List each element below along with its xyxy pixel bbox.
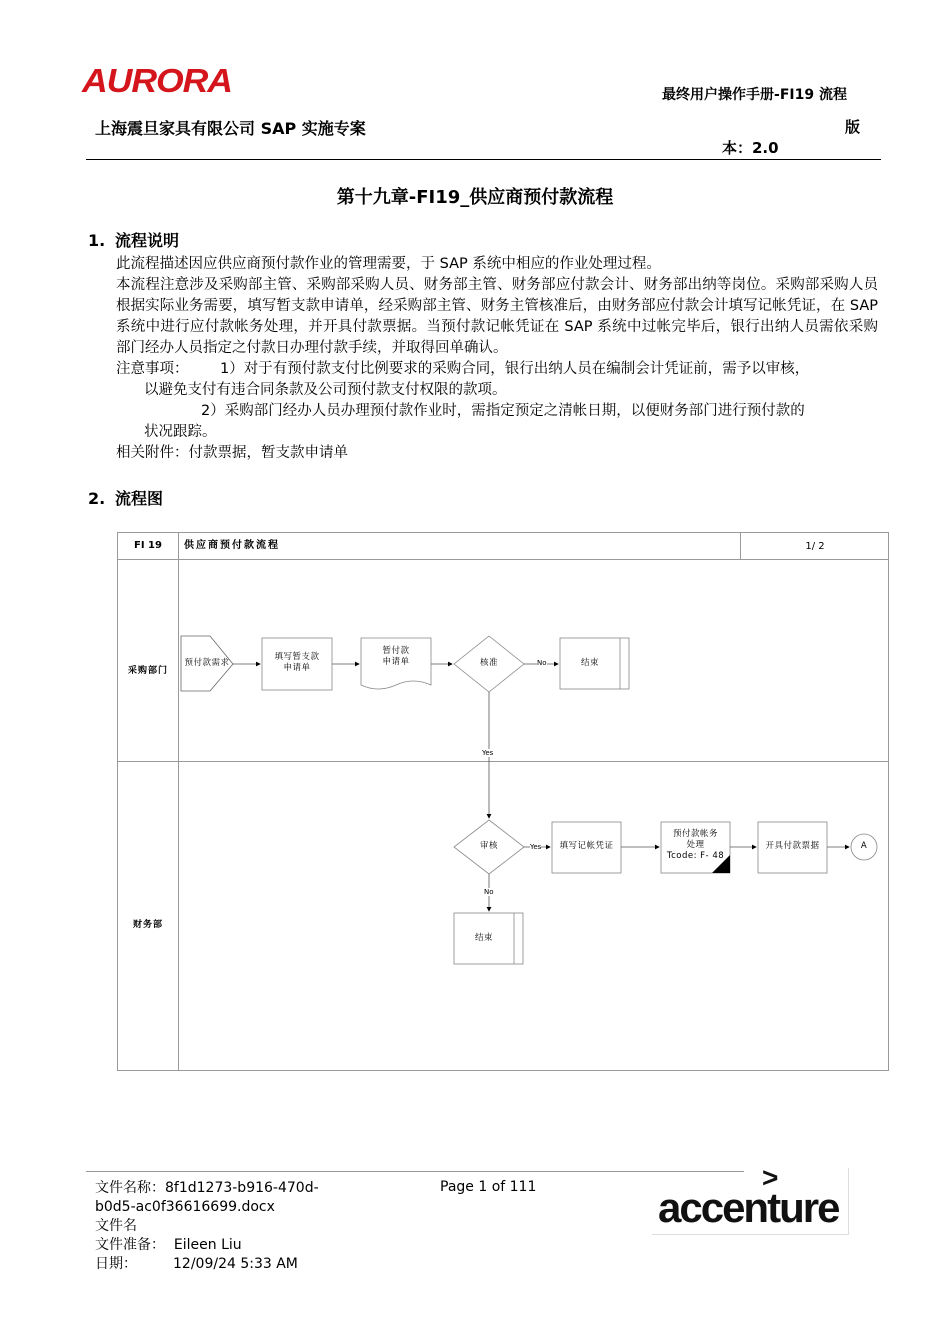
node-doc-line: 申请单 — [382, 657, 410, 667]
node-review: 审核 — [479, 841, 498, 851]
node-fill-form — [262, 652, 332, 674]
file-name-b: b0d5-ac0f36616699.docx — [95, 1199, 275, 1215]
node-fill-form-line: 填写暂支款 — [274, 652, 320, 662]
node-end1: 结束 — [580, 658, 599, 668]
note-1b: 以避免支付有违合同条款及公司预付款支付权限的款项。 — [144, 382, 507, 398]
node-posting — [661, 829, 730, 862]
edge-label-yes: Yes — [482, 749, 494, 757]
chapter-title: 第十九章-FI19_供应商预付款流程 — [336, 187, 614, 208]
company-name: 上海震旦家具有限公司 SAP 实施专案 — [95, 119, 366, 138]
date-label: 日期： — [95, 1256, 137, 1272]
section-2-heading — [88, 486, 163, 509]
edge-label-yes: Yes — [530, 843, 542, 851]
aurora-logo: AURORA — [82, 62, 232, 99]
lane-finance: 财务部 — [132, 920, 163, 930]
page-number: Page 1 of 111 — [440, 1179, 537, 1195]
section-1-body — [116, 254, 878, 464]
node-start: 预付款需求 — [184, 658, 230, 668]
paragraph: 本流程注意涉及采购部主管、采购部采购人员、财务部主管、财务部应付款会计、财务部出纳等岗位。采购部采购人员根据实际业务需要，填写暂支款申请单，经采购部主管、财务主管核准后，由财务部应付款会计填写记帐凭证，在 SAP 系统中进行应付款帐务处理，并开具付款票据。当预付款记帐凭证在 SAP 系统中过帐完毕后，银行出纳人员需依采购部门经办人员指定之付款日办理付款手续，并取得回单确认。 — [116, 277, 878, 356]
section-1-title: 流程说明 — [115, 231, 180, 250]
edge-label-no: No — [484, 888, 494, 896]
node-posting-line: 预付款帐务 — [672, 829, 718, 839]
manual-title: 最终用户操作手册-FI19 流程 — [662, 87, 847, 103]
node-fill-form-line: 申请单 — [283, 663, 311, 673]
node-approve: 核准 — [479, 658, 498, 668]
flowchart-page: 1/ 2 — [740, 533, 889, 559]
note-1a: 1）对于有预付款支付比例要求的采购合同，银行出纳人员在编制会计凭证前，需予以审核， — [220, 361, 810, 377]
accenture-logo — [652, 1162, 849, 1235]
node-issue: 开具付款票据 — [765, 841, 820, 851]
accenture-wordmark: accenture — [658, 1184, 839, 1231]
section-2-number: 2. — [88, 489, 106, 508]
date-value: 12/09/24 5:33 AM — [173, 1256, 298, 1272]
node-posting-line: Tcode: F- 48 — [666, 851, 725, 861]
flowchart-id: FI 19 — [118, 533, 179, 559]
prepared-by: Eileen Liu — [173, 1237, 242, 1253]
node-doc — [361, 646, 431, 668]
flowchart-title: 供应商预付款流程 — [184, 540, 280, 551]
attachments: 相关附件：付款票据，暂支款申请单 — [116, 445, 348, 461]
node-posting-line: 处理 — [686, 840, 705, 850]
file-name-c: 文件名 — [95, 1218, 137, 1234]
node-doc-line: 暂付款 — [382, 646, 410, 656]
flowchart-shapes — [118, 533, 888, 1070]
accenture-chevron-icon: > — [762, 1162, 779, 1193]
file-name-label: 文件名称： — [95, 1180, 165, 1196]
node-end2: 结束 — [474, 933, 493, 943]
version-label-b: 本：2.0 — [722, 139, 779, 157]
node-voucher: 填写记帐凭证 — [559, 841, 614, 851]
section-1-heading — [88, 228, 179, 251]
paragraph: 此流程描述因应供应商预付款作业的管理需要，于 SAP 系统中相应的作业处理过程。 — [116, 256, 661, 272]
section-2-title: 流程图 — [115, 489, 164, 508]
file-name-a: 8f1d1273-b916-470d- — [165, 1180, 319, 1196]
section-1-number: 1. — [88, 231, 106, 250]
note-2a: 2）采购部门经办人员办理预付款作业时，需指定预定之清帐日期，以便财务部门进行预付款的 — [201, 403, 805, 419]
note-2b: 状况跟踪。 — [144, 424, 217, 440]
prepared-label: 文件准备： — [95, 1237, 165, 1253]
flowchart — [117, 532, 889, 1071]
edge-label-no: No — [537, 659, 547, 667]
footer-divider — [86, 1171, 744, 1172]
footer-file-info — [95, 1179, 375, 1274]
note-line-1 — [116, 359, 878, 380]
node-connector: A — [860, 841, 868, 851]
note-label: 注意事项： — [116, 361, 189, 377]
lane-purchasing: 采购部门 — [127, 666, 168, 676]
version-label-a: 版 — [845, 118, 861, 136]
header-divider — [86, 159, 881, 160]
